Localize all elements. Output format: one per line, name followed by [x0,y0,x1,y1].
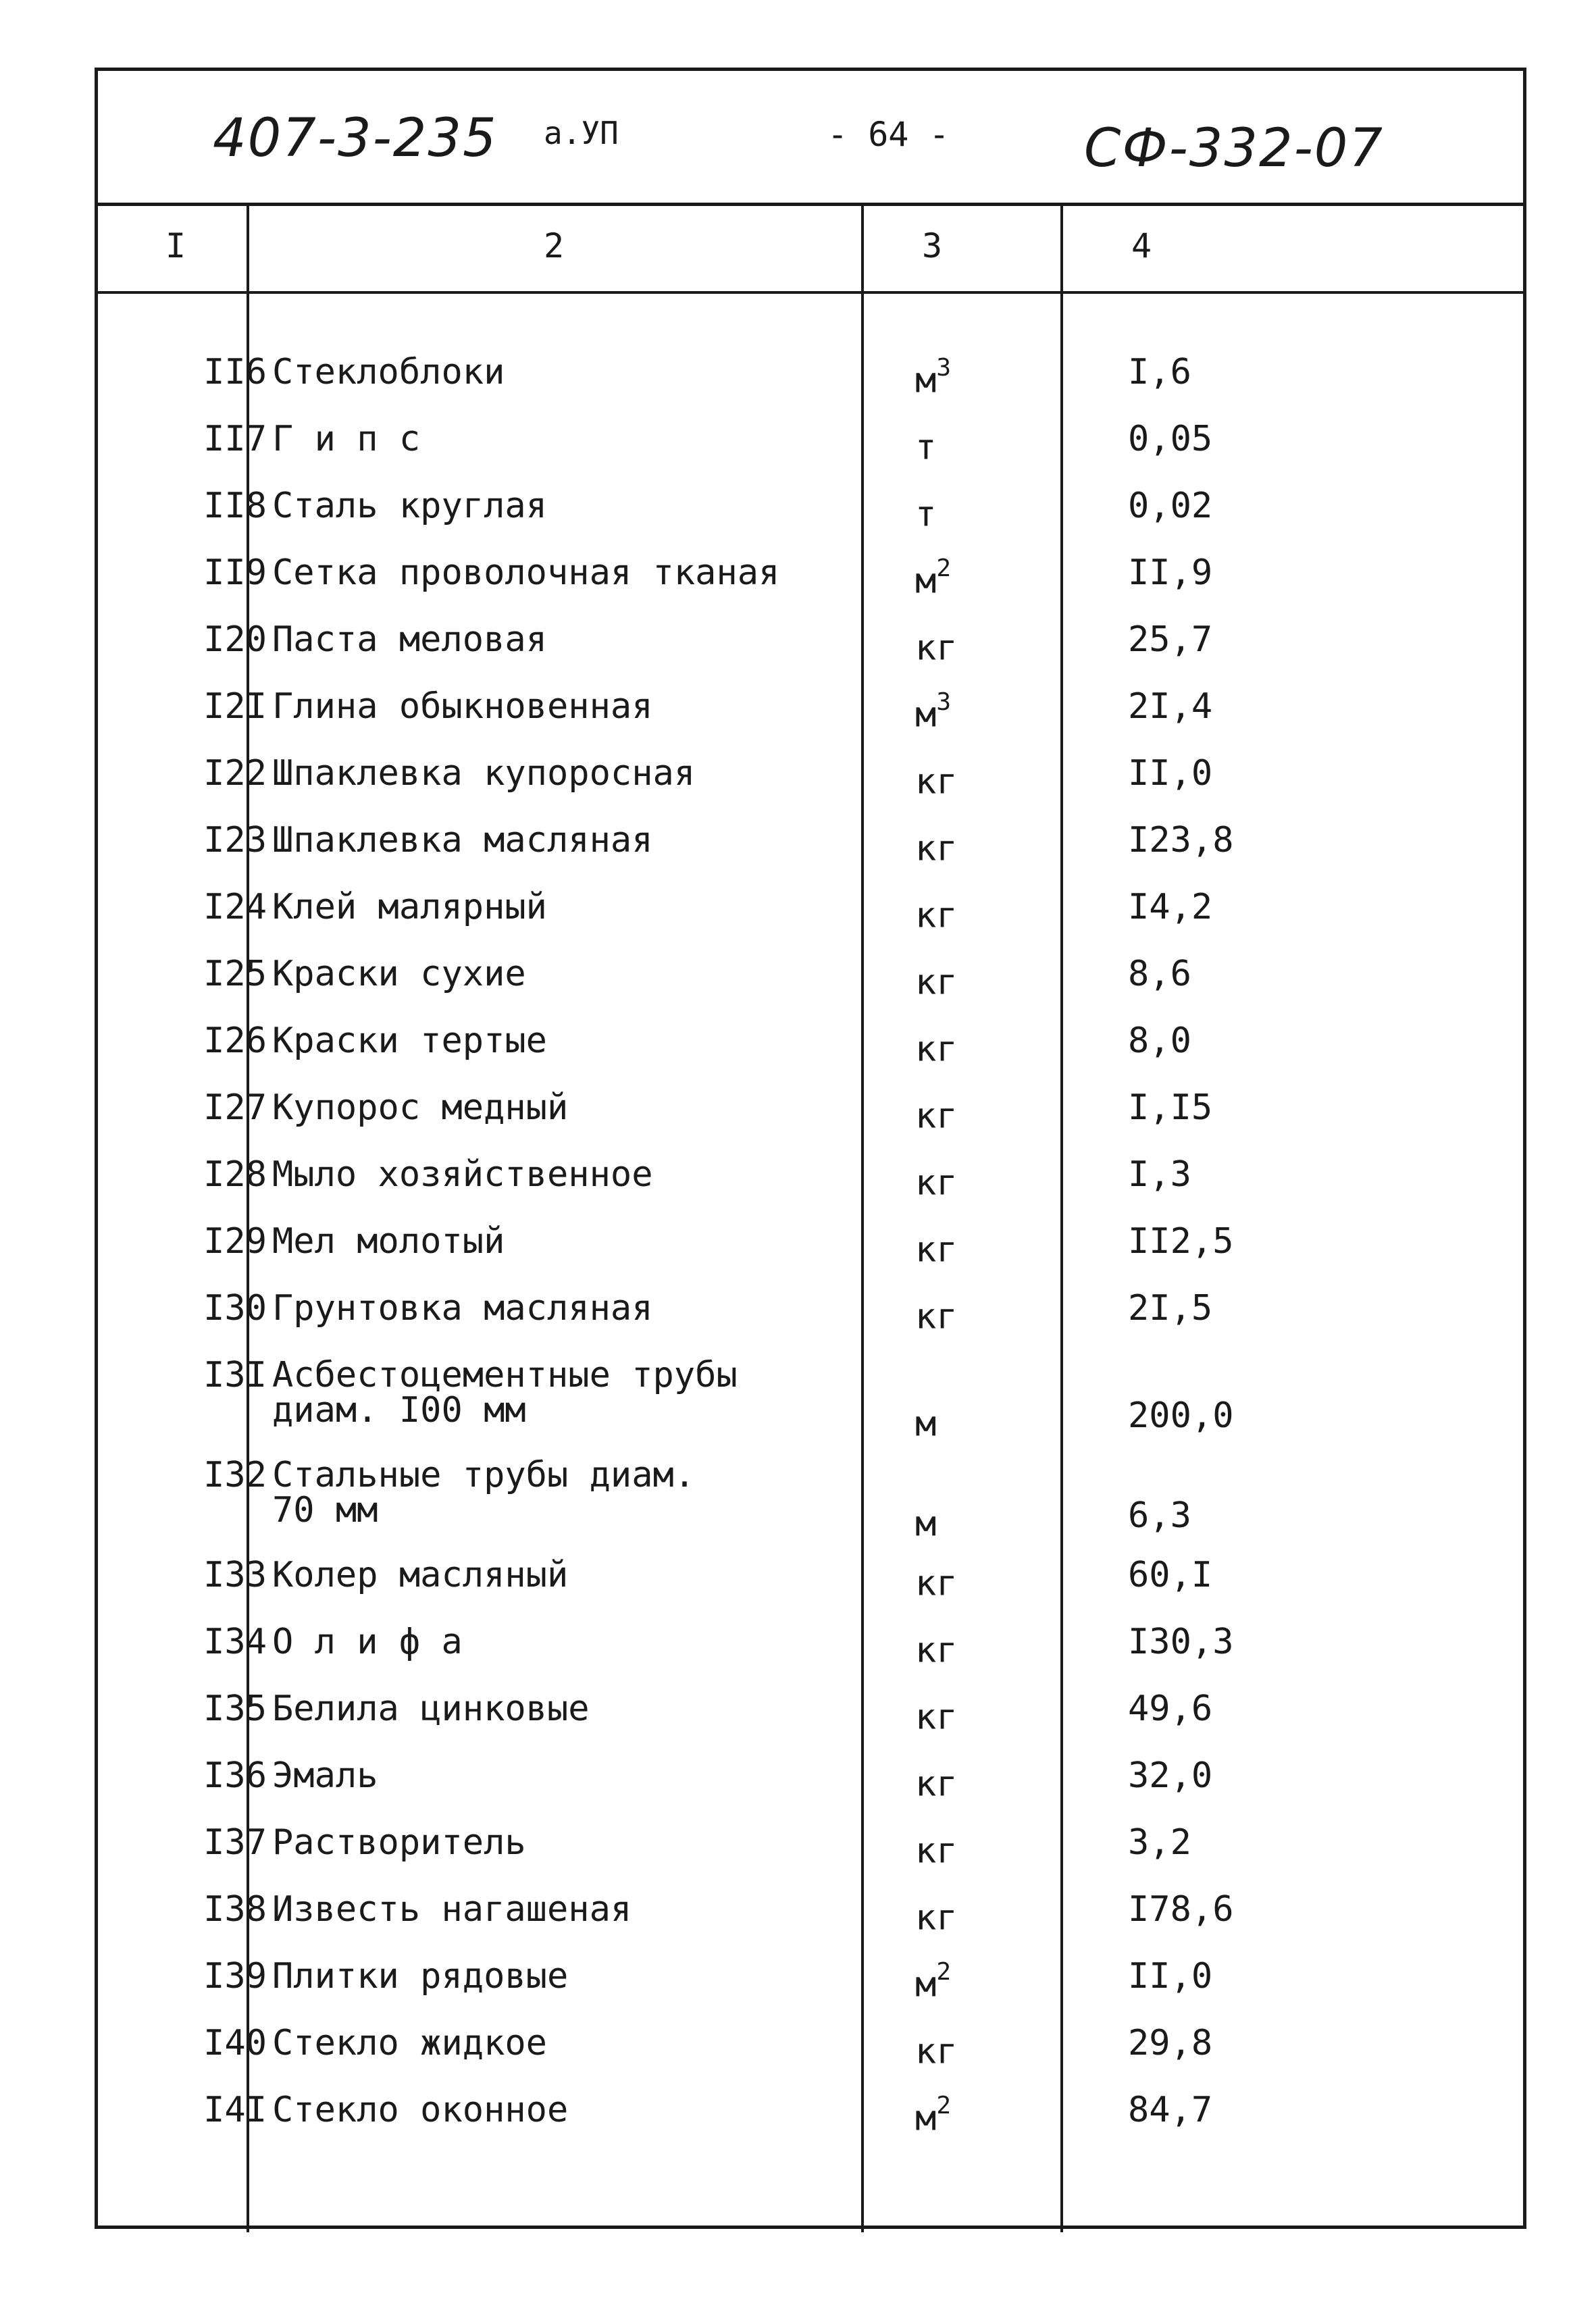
column-header-3: 3 [922,226,943,265]
quantity: 29,8 [1128,2023,1213,2063]
unit: кг [915,1697,958,1738]
item-number: I38 [203,1889,267,1930]
unit-cell [915,555,1016,602]
item-number: I32 [203,1455,267,1495]
material-name: Стальные трубы диам. 70 мм [272,1455,696,1531]
unit-cell [915,956,1016,1003]
unit: кг [915,962,958,1003]
quantity: 3,2 [1128,1822,1191,1863]
unit: кг [915,761,958,802]
material-name: Грунтовка масляная [272,1288,653,1329]
unit: т [915,427,937,468]
unit-cell [915,1498,1016,1545]
unit: кг [915,1296,958,1337]
material-name: Краски тертые [272,1021,547,1061]
quantity: 2I,4 [1128,686,1213,727]
material-name: Г и п с [272,419,421,459]
unit-exponent: 3 [936,688,951,716]
unit: кг [915,1096,958,1137]
item-number: II6 [203,352,267,392]
quantity: I4,2 [1128,887,1213,927]
material-name: Асбестоцементные трубы диам. I00 мм [272,1355,738,1431]
column-divider [861,206,864,2232]
material-name: Стекло жидкое [272,2023,547,2063]
unit: м [915,2098,937,2139]
quantity: I30,3 [1128,1622,1234,1662]
unit-cell [915,890,1016,936]
quantity: II,0 [1128,753,1213,794]
item-number: I28 [203,1154,267,1195]
quantity: I,I5 [1128,1087,1213,1128]
item-number: I26 [203,1021,267,1061]
unit-exponent: 2 [936,2092,951,2119]
album-number: а.УП [544,115,619,151]
material-name: Клей малярный [272,887,547,927]
unit: кг [915,1162,958,1204]
unit: м [915,1503,937,1545]
item-number: II9 [203,552,267,593]
item-number: I22 [203,753,267,794]
unit: кг [915,1764,958,1805]
quantity: 200,0 [1128,1395,1234,1436]
quantity: 6,3 [1128,1495,1191,1536]
item-number: I36 [203,1755,267,1796]
unit-cell [915,1157,1016,1204]
unit-exponent: 2 [936,555,951,582]
unit-cell [915,1892,1016,1938]
material-name: Мел молотый [272,1221,505,1262]
quantity: 0,02 [1128,486,1213,526]
material-name: Сталь круглая [272,486,547,526]
item-number: I34 [203,1622,267,1662]
material-name: Колер масляный [272,1555,569,1595]
unit: м [915,561,937,602]
column-header-2: 2 [544,226,565,265]
column-header-row [98,206,1523,294]
unit: кг [915,1830,958,1872]
quantity: 49,6 [1128,1689,1213,1729]
unit: кг [915,1029,958,1070]
column-divider [1060,206,1063,2232]
material-name: Краски сухие [272,954,526,994]
unit-cell [915,1558,1016,1604]
unit-cell [915,421,1016,468]
unit-cell [915,688,1016,736]
item-number: I37 [203,1822,267,1863]
unit-cell [915,1090,1016,1137]
unit-cell [915,1291,1016,1337]
sheet-code: СФ-332-07 [1084,118,1385,179]
item-number: I35 [203,1689,267,1729]
document-frame [95,68,1526,2229]
unit: м [915,694,937,736]
unit: кг [915,1229,958,1270]
material-name: Шпаклевка купоросная [272,753,696,794]
item-number: I40 [203,2023,267,2063]
unit: т [915,494,937,535]
document-code: 407-3-235 [213,108,498,169]
title-block [98,71,1523,206]
unit-cell [915,1758,1016,1805]
material-name: Шпаклевка масляная [272,820,653,860]
item-number: I3I [203,1355,267,1395]
unit-cell [915,756,1016,802]
quantity: 8,0 [1128,1021,1191,1061]
material-name: Белила цинковые [272,1689,590,1729]
material-name: Паста меловая [272,619,547,660]
unit-cell [915,823,1016,869]
unit: м [915,1964,937,2005]
unit-cell [915,622,1016,669]
unit-cell [915,354,1016,401]
unit: кг [915,627,958,669]
material-name: О л и ф а [272,1622,463,1662]
quantity: I23,8 [1128,820,1234,860]
column-header-4: 4 [1131,226,1152,265]
unit-cell [915,1023,1016,1070]
unit: м [915,1404,937,1445]
unit-cell [915,1691,1016,1738]
quantity: 60,I [1128,1555,1213,1595]
material-name: Купорос медный [272,1087,569,1128]
quantity: II2,5 [1128,1221,1234,1262]
item-number: I24 [203,887,267,927]
material-name: Эмаль [272,1755,378,1796]
unit: кг [915,1897,958,1938]
unit-cell [915,1958,1016,2005]
quantity: 25,7 [1128,619,1213,660]
column-header-1: I [165,226,186,265]
item-number: II7 [203,419,267,459]
material-name: Мыло хозяйственное [272,1154,653,1195]
unit-cell [915,1224,1016,1270]
unit: м [915,360,937,401]
unit: кг [915,1563,958,1604]
material-name: Известь нагашеная [272,1889,632,1930]
unit-cell [915,1624,1016,1671]
item-number: I23 [203,820,267,860]
material-name: Плитки рядовые [272,1956,569,1997]
unit: кг [915,895,958,936]
item-number: I2I [203,686,267,727]
unit-cell [915,1398,1016,1445]
material-name: Сетка проволочная тканая [272,552,780,593]
item-number: II8 [203,486,267,526]
quantity: II,9 [1128,552,1213,593]
quantity: 0,05 [1128,419,1213,459]
unit-exponent: 3 [936,354,951,382]
unit: кг [915,1630,958,1671]
item-number: I29 [203,1221,267,1262]
unit: кг [915,2031,958,2072]
material-name: Стекло оконное [272,2090,569,2130]
material-name: Стеклоблоки [272,352,505,392]
quantity: 84,7 [1128,2090,1213,2130]
page-number: - 64 - [827,115,950,154]
item-number: I33 [203,1555,267,1595]
item-number: I20 [203,619,267,660]
unit: кг [915,828,958,869]
quantity: 2I,5 [1128,1288,1213,1329]
unit-cell [915,2026,1016,2072]
quantity: I,3 [1128,1154,1191,1195]
quantity: 32,0 [1128,1755,1213,1796]
quantity: II,0 [1128,1956,1213,1997]
unit-cell [915,2092,1016,2139]
unit-cell [915,488,1016,535]
material-name: Растворитель [272,1822,526,1863]
material-name: Глина обыкновенная [272,686,653,727]
quantity: 8,6 [1128,954,1191,994]
item-number: I27 [203,1087,267,1128]
item-number: I25 [203,954,267,994]
unit-cell [915,1825,1016,1872]
quantity: I,6 [1128,352,1191,392]
item-number: I39 [203,1956,267,1997]
quantity: I78,6 [1128,1889,1234,1930]
item-number: I4I [203,2090,267,2130]
item-number: I30 [203,1288,267,1329]
unit-exponent: 2 [936,1958,951,1986]
